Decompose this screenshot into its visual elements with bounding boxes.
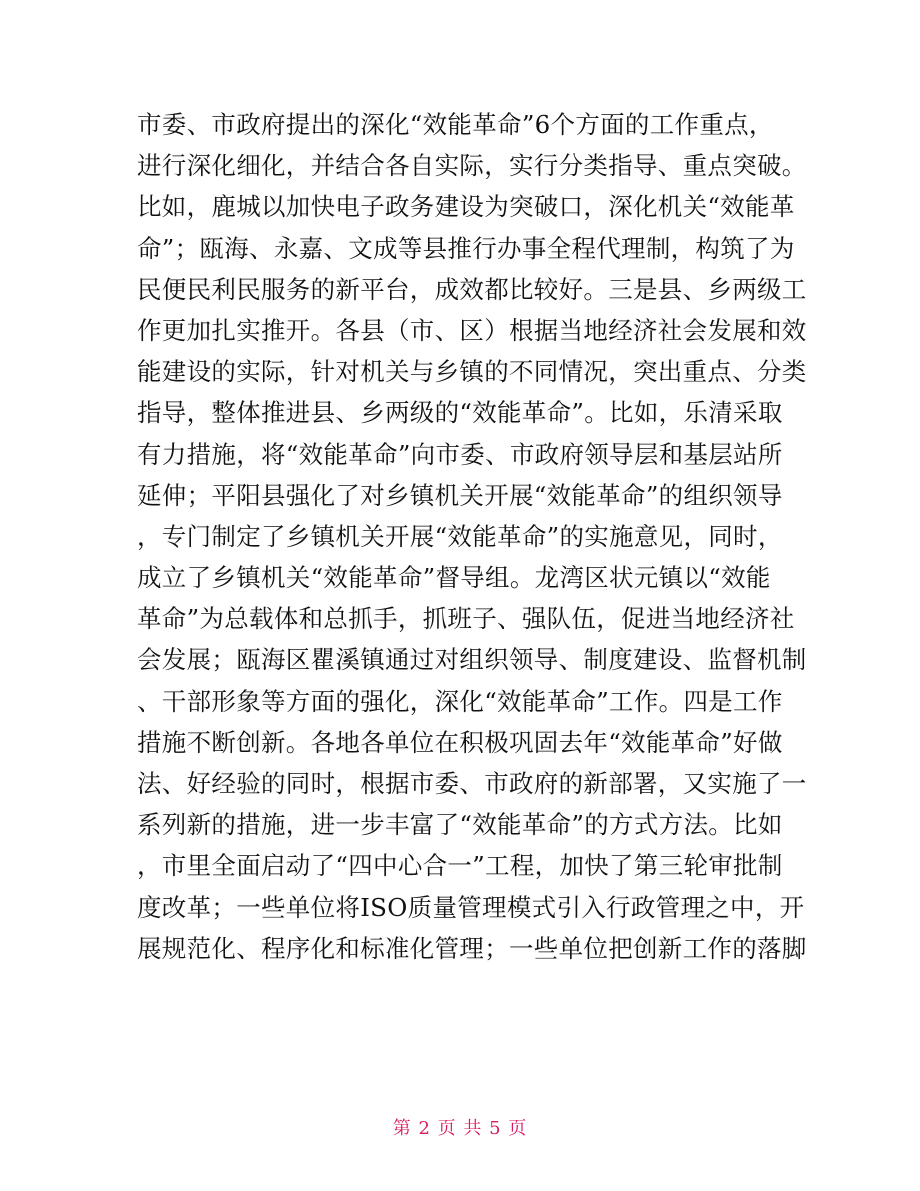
text-line: ，专门制定了乡镇机关开展“效能革命”的实施意见，同时， xyxy=(137,521,783,551)
text-line: 比如，鹿城以加快电子政务建设为突破口，深化机关“效能革 xyxy=(137,192,795,222)
text-line: 、干部形象等方面的强化，深化“效能革命”工作。四是工作 xyxy=(137,686,783,716)
text-line: 命”；瓯海、永嘉、文成等县推行办事全程代理制，构筑了为 xyxy=(137,233,795,263)
text-line: 市委、市政府提出的深化“效能革命”6个方面的工作重点， xyxy=(137,110,774,139)
text-line: 系列新的措施，进一步丰富了“效能革命”的方式方法。比如 xyxy=(137,810,783,840)
text-line: 度改革；一些单位将ISO质量管理模式引入行政管理之中，开 xyxy=(137,892,805,922)
text-line: 指导，整体推进县、乡两级的“效能革命”。比如，乐清采取 xyxy=(137,398,783,428)
text-line: 作更加扎实推开。各县（市、区）根据当地经济社会发展和效 xyxy=(137,315,807,345)
text-line: 民便民利民服务的新平台，成效都比较好。三是县、乡两级工 xyxy=(137,274,807,304)
text-line: 会发展；瓯海区瞿溪镇通过对组织领导、制度建设、监督机制 xyxy=(137,645,807,675)
document-body xyxy=(137,104,817,969)
text-line: 能建设的实际，针对机关与乡镇的不同情况，突出重点、分类 xyxy=(137,357,807,387)
text-line: 延伸；平阳县强化了对乡镇机关开展“效能革命”的组织领导 xyxy=(137,480,783,510)
page-number-footer: 第 2 页 共 5 页 xyxy=(392,1118,528,1139)
text-line: 革命”为总载体和总抓手，抓班子、强队伍，促进当地经济社 xyxy=(137,604,795,634)
text-line: 进行深化细化，并结合各自实际，实行分类指导、重点突破。 xyxy=(137,151,807,181)
text-line: 措施不断创新。各地各单位在积极巩固去年“效能革命”好做 xyxy=(137,727,783,757)
text-line: 法、好经验的同时，根据市委、市政府的新部署，又实施了一 xyxy=(137,769,807,798)
text-line: ，市里全面启动了“四中心合一”工程，加快了第三轮审批制 xyxy=(137,851,783,881)
text-line: 有力措施，将“效能革命”向市委、市政府领导层和基层站所 xyxy=(137,439,783,469)
text-line: 成立了乡镇机关“效能革命”督导组。龙湾区状元镇以“效能 xyxy=(137,563,771,593)
text-line: 展规范化、程序化和标准化管理；一些单位把创新工作的落脚 xyxy=(137,933,807,963)
